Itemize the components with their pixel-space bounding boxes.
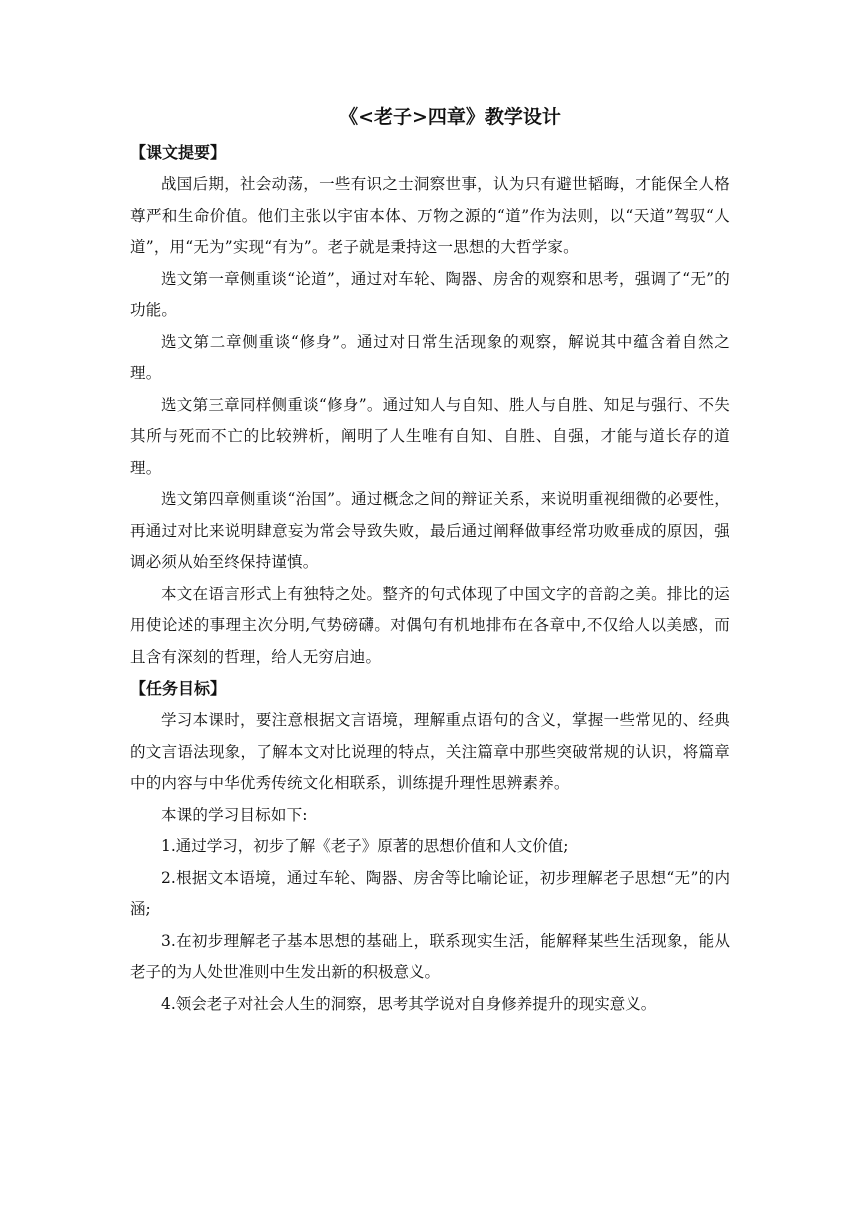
goal-item: 3.在初步理解老子基本思想的基础上，联系现实生活，能解释某些生活现象，能从老子的为人处世准则中生发出新的积极意义。 — [130, 931, 730, 981]
goal-item: 1.通过学习，初步了解《老子》原著的思想价值和人文价值; — [161, 837, 569, 855]
summary-paragraph: 战国后期，社会动荡，一些有识之士洞察世事，认为只有避世韬晦，才能保全人格尊严和生命价值。他们主张以宇宙本体、万物之源的“道”作为法则，以“天道”驾驭“人道”，用“无为”实现“有为”。老子就是秉持这一思想的大哲学家。 — [130, 175, 730, 256]
summary-paragraph: 本文在语言形式上有独特之处。整齐的句式体现了中国文字的音韵之美。排比的运用使论述的事理主次分明,气势磅礴。对偶句有机地排布在各章中,不仅给人以美感，而且含有深刻的哲理，给人无穷启迪。 — [130, 584, 730, 666]
summary-paragraph: 选文第三章同样侧重谈“修身”。通过知人与自知、胜人与自胜、知足与强行、不失其所与死而不亡的比较辨析，阐明了人生唯有自知、自胜、自强，才能与道长存的道理。 — [130, 395, 730, 477]
goal-item: 4.领会老子对社会人生的洞察，思考其学说对自身修养提升的现实意义。 — [161, 994, 657, 1013]
section-heading-summary: 【课文提要】 — [130, 143, 227, 162]
goals-lead-text: 本课的学习目标如下: — [161, 805, 308, 824]
goal-item: 2.根据文本语境，通过车轮、陶器、房舍等比喻论证，初步理解老子思想“无”的内涵; — [130, 868, 730, 918]
summary-paragraph: 选文第一章侧重谈“论道”，通过对车轮、陶器、房舍的观察和思考，强调了“无”的功能。 — [130, 269, 730, 319]
summary-paragraph: 选文第四章侧重谈“治国”。通过概念之间的辩证关系，来说明重视细微的必要性，再通过对比来说明肆意妄为常会导致失败，最后通过阐释做事经常功败垂成的原因，强调必须从始至终保持谨慎。 — [130, 490, 730, 571]
goals-intro-paragraph: 学习本课时，要注意根据文言语境，理解重点语句的含义，掌握一些常见的、经典的文言语法现象，了解本文对比说理的特点，关注篇章中那些突破常规的认识，将篇章中的内容与中华优秀传统文化相联系，训练提升理性思辨素养。 — [130, 711, 730, 792]
section-heading-goals: 【任务目标】 — [130, 679, 227, 698]
document-title: 《<老子>四章》教学设计 — [339, 106, 561, 128]
section-lesson-summary — [130, 137, 730, 673]
document-page — [130, 103, 730, 1020]
section-task-goals — [130, 673, 730, 1020]
summary-paragraph: 选文第二章侧重谈“修身”。通过对日常生活现象的观察，解说其中蕴含着自然之理。 — [130, 332, 730, 382]
